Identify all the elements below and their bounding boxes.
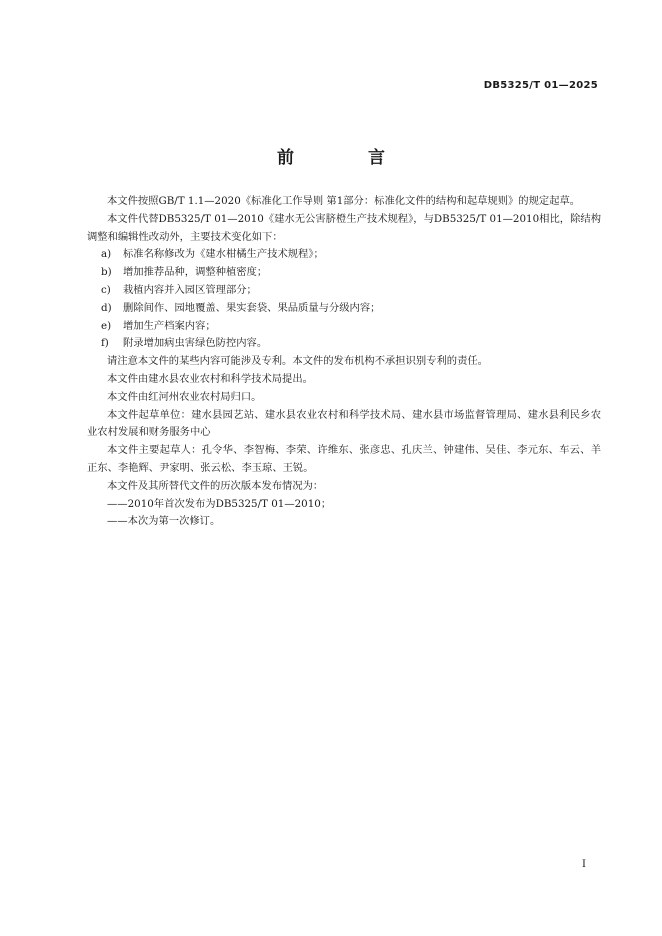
paragraph-proposed-by: 本文件由建水县农业农村和科学技术局提出。 [107,372,313,385]
list-marker: e) [101,319,112,332]
foreword-content [87,193,601,531]
page-number: I [582,859,586,870]
list-item [87,300,601,318]
paragraph-drafting-rules: 本文件按照GB/T 1.1—2020《标准化工作导则 第1部分：标准化文件的结构和起草规则》的规定起草。 [107,195,581,207]
list-marker: c) [101,283,111,296]
list-text: 增加推荐品种，调整种植密度； [123,266,268,279]
list-item [87,246,601,264]
paragraph-drafting-units: 本文件起草单位：建水县园艺站、建水县农业农村和科学技术局、建水县市场监督管理局、建水县利民乡农业农村发展和财务服务中心 [87,408,601,439]
list-item [87,264,601,282]
list-text: 栽植内容并入园区管理部分； [123,283,257,296]
list-text: 标准名称修改为《建水柑橘生产技术规程》； [123,248,324,261]
doc-code: DB5325/T 01—2025 [483,80,598,91]
paragraph-patent-notice: 请注意本文件的某些内容可能涉及专利。本文件的发布机构不承担识别专利的责任。 [107,355,488,368]
list-marker: f) [101,337,109,350]
list-text: 增加生产档案内容； [123,319,216,332]
paragraph-drafters: 本文件主要起草人：孔令华、李智梅、李荣、许维东、张彦忠、孔庆兰、钟建伟、吴佳、李元东、车云、羊正东、李艳辉、尹家明、张云松、李玉琼、王锐。 [87,444,601,474]
list-item [87,282,601,300]
list-marker: a) [101,248,112,261]
list-marker: b) [101,266,112,279]
version-history-item: ——本次为第一次修订。 [107,515,221,528]
list-item [87,335,601,353]
list-marker: d) [101,301,112,314]
paragraph-centralized-by: 本文件由红河州农业农村局归口。 [107,390,262,403]
list-text: 删除间作、园地覆盖、果实套袋、果品质量与分级内容； [123,301,381,314]
page-title: 前 言 [277,148,419,168]
version-history-item: ——2010年首次发布为DB5325/T 01—2010； [107,497,332,510]
paragraph-replacement: 本文件代替DB5325/T 01—2010《建水无公害脐橙生产技术规程》，与DB5325/T 01—2010相比，除结构调整和编辑性改动外，主要技术变化如下： [87,212,601,243]
list-item [87,318,601,336]
paragraph-version-history: 本文件及其所替代文件的历次版本发布情况为： [107,479,324,492]
list-text: 附录增加病虫害绿色防控内容。 [123,337,268,350]
